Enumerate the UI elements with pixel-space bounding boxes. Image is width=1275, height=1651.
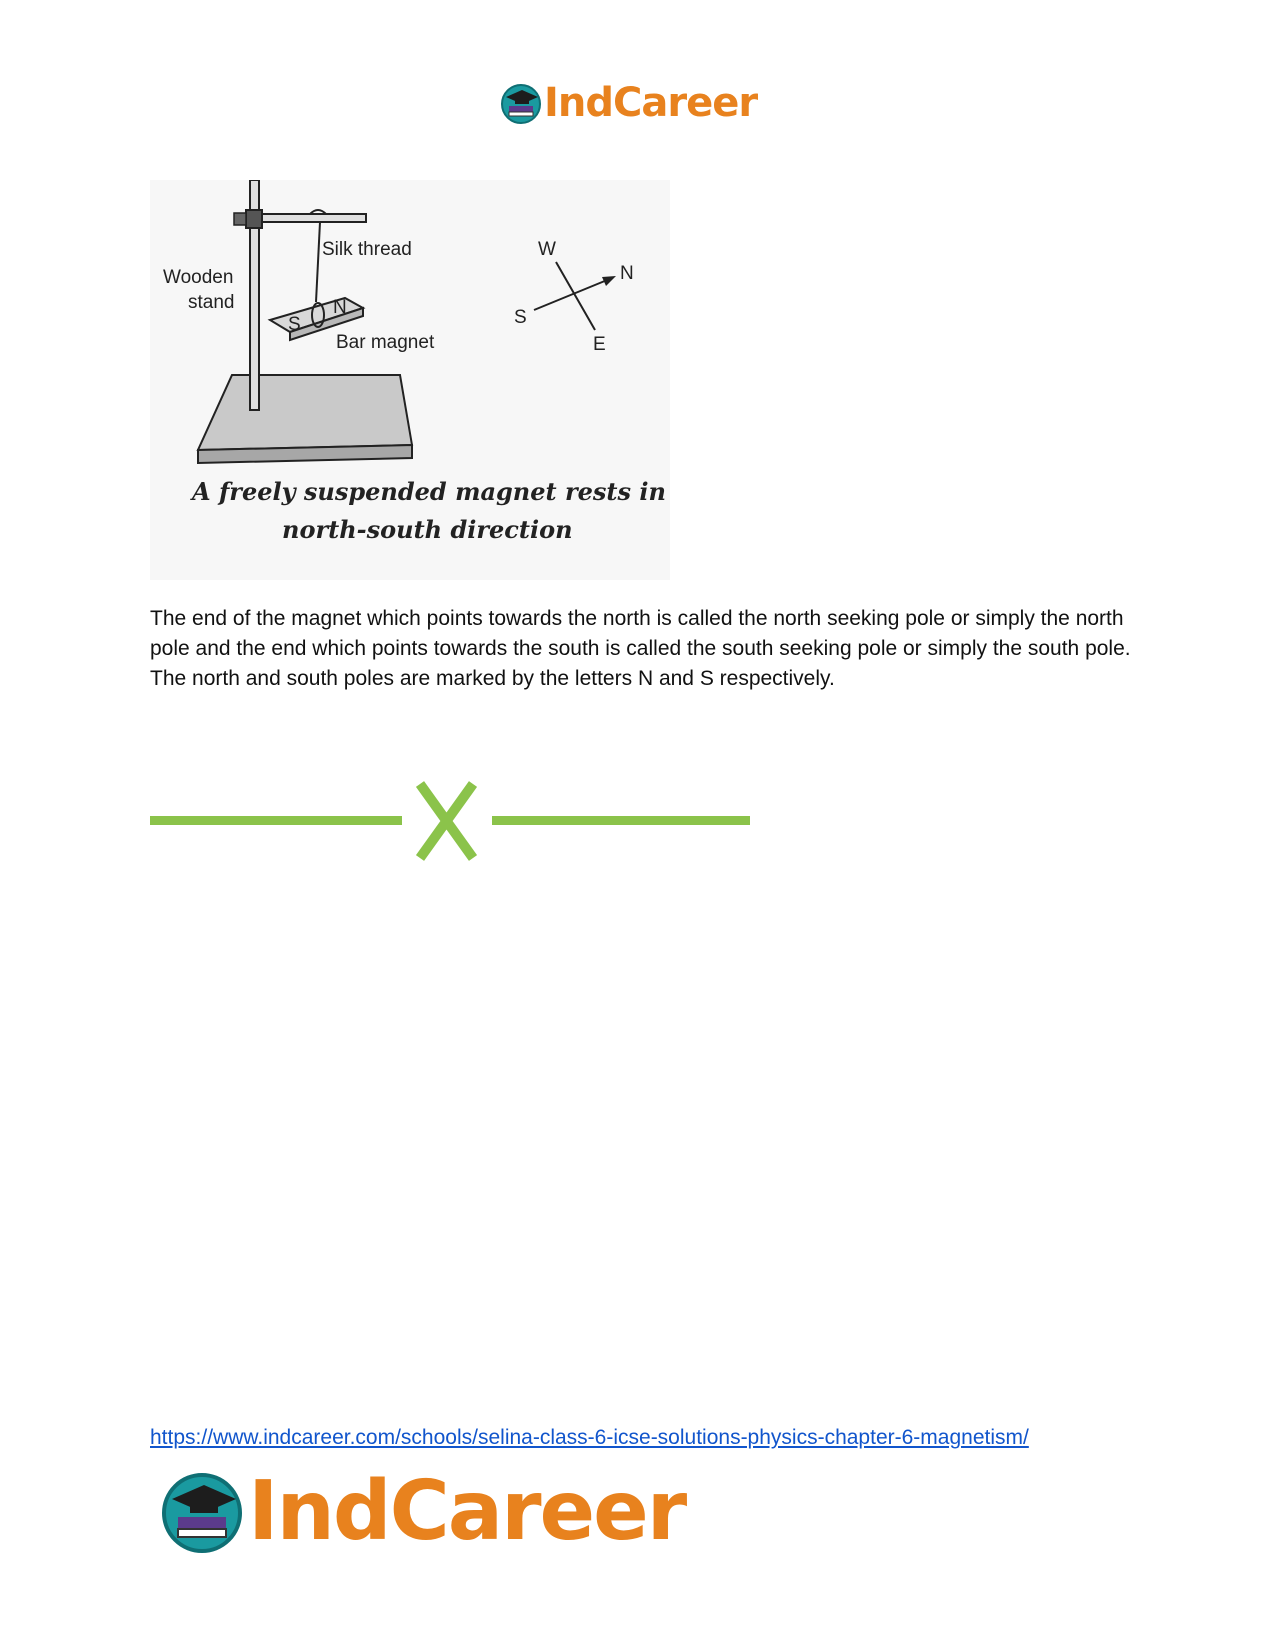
compass-n-label: N: [620, 263, 634, 284]
bar-magnet-label: Bar magnet: [336, 332, 435, 353]
source-url-link[interactable]: https://www.indcareer.com/schools/selina-class-6-icse-solutions-physics-chapter-6-magnetism/: [150, 1426, 1029, 1449]
compass-sn-line: [534, 278, 612, 310]
separator-line-left: [150, 816, 402, 825]
figure-caption-line2: north-south direction: [282, 515, 573, 544]
header-logo: [500, 78, 757, 128]
pole-s-label: S: [288, 314, 301, 335]
magnet-figure: [150, 180, 670, 580]
footer-logo: [160, 1463, 686, 1559]
clamp-screw: [234, 213, 246, 225]
silk-thread-label: Silk thread: [322, 239, 412, 260]
stand-clamp: [246, 210, 262, 228]
compass-s-label: S: [514, 307, 527, 328]
figure-caption-line1: A freely suspended magnet rests in: [192, 477, 666, 506]
x-mark-icon: [420, 784, 473, 858]
graduation-cap-books-globe-icon: [500, 82, 542, 124]
wooden-label: Wooden: [163, 267, 234, 288]
pole-n-label: N: [333, 297, 347, 318]
compass-rose: [514, 239, 634, 355]
stand-arm: [262, 214, 366, 222]
graduation-cap-books-globe-icon: [160, 1469, 244, 1553]
body-paragraph: The end of the magnet which points towards the north is called the north seeking pole or simply the north pole and the end which points towards the south is called the south seeking pole or simply the south pole. The north and south poles are marked by the letters N and S respectively.: [150, 607, 1131, 690]
compass-we-line: [556, 262, 595, 330]
compass-arrow-icon: [602, 276, 616, 286]
stand-label: stand: [188, 292, 235, 313]
separator-line-right: [492, 816, 750, 825]
stand-base: [198, 375, 412, 450]
compass-w-label: W: [538, 239, 556, 260]
header-logo-text: IndCareer: [544, 80, 758, 126]
compass-e-label: E: [593, 334, 606, 355]
silk-thread: [316, 222, 320, 302]
section-separator: [150, 780, 760, 862]
footer-logo-text: IndCareer: [248, 1463, 686, 1559]
